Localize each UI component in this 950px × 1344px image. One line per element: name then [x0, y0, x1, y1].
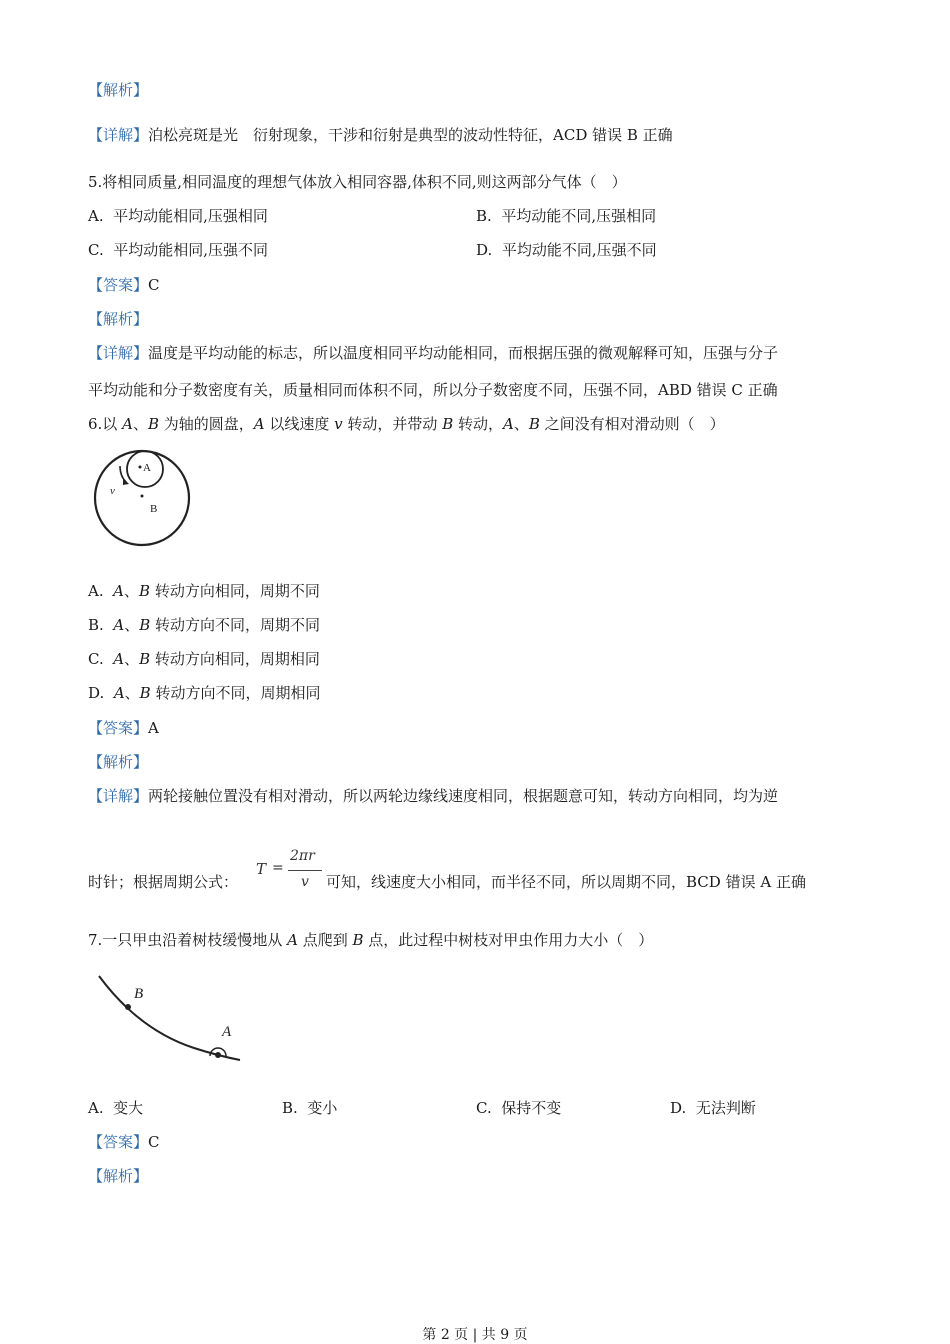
var-b: B: [139, 582, 151, 600]
option-label: A.: [88, 582, 104, 600]
stem-text: 为轴的圆盘，: [158, 415, 254, 433]
q5-analysis-heading: 【解析】: [88, 310, 149, 328]
formula-t: T: [256, 860, 267, 878]
stem-text: 点，此过程中树枝对甲虫作用力大小（ ）: [363, 931, 654, 949]
analysis-heading: 【解析】: [88, 81, 149, 99]
q5-option-c[interactable]: [88, 240, 268, 260]
q7-analysis-heading: 【解析】: [88, 1167, 149, 1185]
answer-tag: 【答案】: [88, 276, 149, 294]
detail-tag: 【详解】: [88, 787, 149, 805]
answer-value: C: [148, 1133, 160, 1151]
q6-detail-line-2a: 时针；根据周期公式：: [88, 873, 239, 891]
axis-b-dot: [141, 495, 144, 498]
var-a: A: [287, 931, 298, 949]
fig-label-v: v: [110, 485, 115, 497]
q6-detail-line-2b: 可知，线速度大小相同，而半径不同，所以周期不同，BCD 错误 A 正确: [326, 873, 806, 891]
q6-option-a[interactable]: [88, 581, 320, 601]
var-a: A: [113, 650, 125, 668]
var-b: B: [147, 415, 159, 433]
option-text: 平均动能相同,压强不同: [113, 241, 269, 259]
stem-text: 以线速度: [264, 415, 335, 433]
point-b: [125, 1004, 131, 1010]
q5-detail-line-2: 平均动能和分子数密度有关，质量相同而体积不同，所以分子数密度不同，压强不同，ABD 错误 C 正确: [88, 381, 778, 399]
disc-figure: [90, 448, 194, 550]
question-7-stem: [88, 930, 653, 950]
detail-text: 泊松亮斑是光 衍射现象，干涉和衍射是典型的波动性特征，ACD 错误 B 正确: [148, 126, 673, 144]
option-text: 、: [124, 616, 140, 634]
fig-label-b: B: [134, 986, 144, 1002]
detail-paragraph: [88, 125, 673, 145]
question-5-stem: 5.将相同质量,相同温度的理想气体放入相同容器,体积不同,则这两部分气体（ ）: [88, 173, 627, 191]
q5-answer: [88, 275, 160, 295]
var-a: A: [122, 415, 133, 433]
q6-option-b[interactable]: [88, 615, 320, 635]
q7-option-d[interactable]: [670, 1098, 756, 1118]
detail-text: 两轮接触位置没有相对滑动，所以两轮边缘线速度相同，根据题意可知，转动方向相同，均为逆: [148, 787, 779, 805]
var-b: B: [139, 616, 151, 634]
q7-option-b[interactable]: [282, 1098, 337, 1118]
q5-option-b[interactable]: [476, 206, 656, 226]
stem-text: 转动，: [453, 415, 503, 433]
fig-label-a: A: [222, 1024, 232, 1040]
period-formula: [256, 848, 328, 894]
q5-option-a[interactable]: [88, 206, 268, 226]
option-label: D.: [670, 1099, 687, 1117]
q6-option-d[interactable]: [88, 683, 320, 703]
detail-text: 温度是平均动能的标志，所以温度相同平均动能相同，而根据压强的微观解释可知，压强与分子: [148, 344, 779, 362]
stem-text: 转动，并带动: [342, 415, 443, 433]
option-text: 无法判断: [695, 1099, 756, 1117]
stem-text: 7.一只甲虫沿着树枝缓慢地从: [88, 931, 288, 949]
var-a: A: [503, 415, 514, 433]
q6-detail-line-1: [88, 786, 778, 806]
stem-text: 之间没有相对滑动则（ ）: [539, 415, 725, 433]
q6-option-c[interactable]: [88, 649, 320, 669]
var-b: B: [528, 415, 540, 433]
q7-answer: [88, 1132, 160, 1152]
option-text: 变小: [307, 1099, 338, 1117]
formula-equals: =: [272, 860, 284, 876]
option-text: 平均动能相同,压强相同: [113, 207, 268, 225]
var-a: A: [113, 582, 124, 600]
var-a: A: [113, 616, 125, 634]
var-a: A: [113, 684, 125, 702]
var-b: B: [442, 415, 454, 433]
arrow-head: [123, 478, 129, 485]
var-v: v: [334, 415, 343, 433]
option-label: A.: [88, 1099, 104, 1117]
option-label: C.: [88, 650, 104, 668]
option-text: 转动方向相同，周期相同: [150, 650, 320, 668]
question-6-stem: [88, 414, 725, 434]
option-label: C.: [476, 1099, 492, 1117]
option-text: 保持不变: [501, 1099, 562, 1117]
q6-analysis-heading: 【解析】: [88, 753, 149, 771]
large-disc-b: [95, 451, 189, 545]
formula-numerator: 2πr: [290, 848, 315, 864]
option-text: 转动方向不同，周期不同: [150, 616, 321, 634]
option-text: 变大: [113, 1099, 144, 1117]
option-text: 平均动能不同,压强相同: [501, 207, 657, 225]
branch-figure: [94, 970, 244, 1065]
option-text: 、: [124, 650, 140, 668]
answer-value: C: [148, 276, 160, 294]
page-footer: 第 2 页 | 共 9 页: [422, 1327, 528, 1343]
option-label: D.: [88, 684, 105, 702]
q6-answer: [88, 718, 159, 738]
option-text: 转动方向相同，周期不同: [150, 582, 320, 600]
option-label: B.: [476, 207, 492, 225]
option-text: 转动方向不同，周期相同: [150, 684, 321, 702]
detail-tag: 【详解】: [88, 126, 149, 144]
stem-text: 、: [513, 415, 529, 433]
stem-text: 、: [132, 415, 148, 433]
answer-tag: 【答案】: [88, 1133, 149, 1151]
var-b: B: [139, 684, 151, 702]
option-text: 平均动能不同,压强不同: [501, 241, 657, 259]
stem-text: 6.以: [88, 415, 123, 433]
stem-text: 点爬到: [297, 931, 353, 949]
detail-tag: 【详解】: [88, 344, 149, 362]
option-label: C.: [88, 241, 104, 259]
fraction-bar: [288, 870, 322, 871]
option-label: A.: [88, 207, 104, 225]
answer-tag: 【答案】: [88, 719, 149, 737]
formula-denominator: v: [301, 874, 309, 890]
fig-label-b: B: [150, 503, 158, 515]
option-label: D.: [476, 241, 493, 259]
q5-option-d[interactable]: [476, 240, 657, 260]
option-text: 、: [124, 684, 140, 702]
option-label: B.: [88, 616, 104, 634]
option-text: 、: [124, 582, 140, 600]
answer-value: A: [148, 719, 159, 737]
point-a: [215, 1052, 221, 1058]
q5-detail-line-1: [88, 343, 778, 363]
fig-label-a: A: [143, 462, 151, 474]
var-b: B: [139, 650, 151, 668]
var-a: A: [253, 415, 265, 433]
axis-a-dot: [139, 466, 142, 469]
var-b: B: [352, 931, 364, 949]
q7-option-a[interactable]: [88, 1098, 143, 1118]
q7-option-c[interactable]: [476, 1098, 561, 1118]
option-label: B.: [282, 1099, 298, 1117]
